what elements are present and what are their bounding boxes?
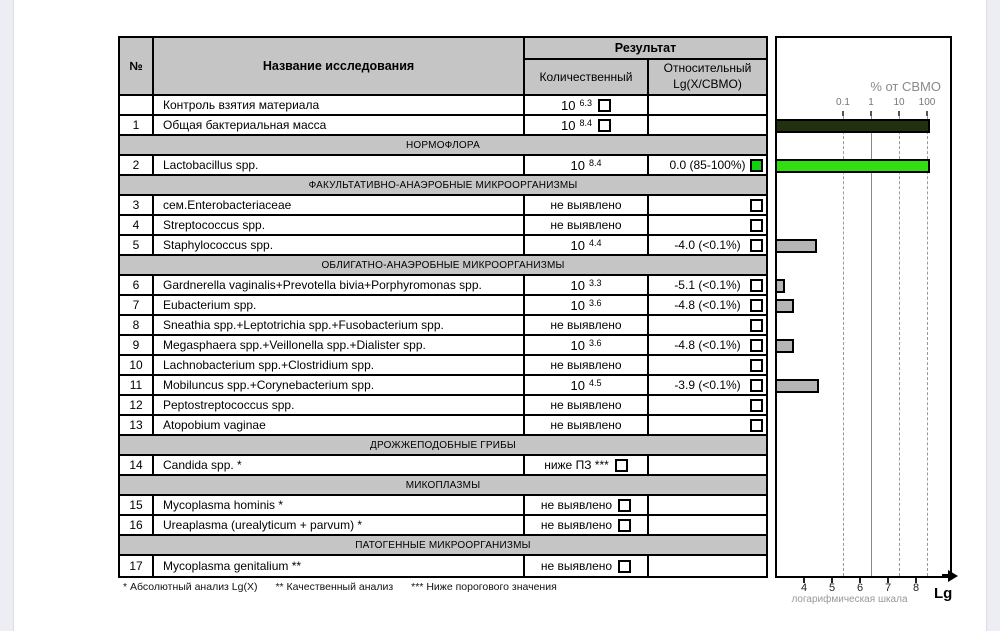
section-header: МИКОПЛАЗМЫ bbox=[120, 476, 766, 496]
checkbox bbox=[750, 279, 763, 292]
row-number: 4 bbox=[120, 216, 154, 234]
checkbox bbox=[750, 239, 763, 252]
quantitative-cell bbox=[525, 196, 649, 214]
table-row-4 bbox=[120, 216, 766, 236]
page-edge-left bbox=[0, 0, 14, 631]
quantitative-value: не выявлено bbox=[550, 398, 622, 412]
quantitative-cell bbox=[525, 336, 649, 354]
relative-cell bbox=[649, 356, 766, 374]
row-number: 3 bbox=[120, 196, 154, 214]
test-name: Atopobium vaginae bbox=[154, 416, 525, 434]
table-row-10 bbox=[120, 356, 766, 376]
row-number: 1 bbox=[120, 116, 154, 134]
checkbox-green bbox=[750, 159, 763, 172]
checkbox bbox=[618, 560, 631, 573]
top-axis-tick bbox=[898, 111, 900, 116]
test-name: Candida spp. * bbox=[154, 456, 525, 474]
table-row-1 bbox=[120, 116, 766, 136]
top-axis-tick-label: 1 bbox=[868, 97, 874, 108]
top-axis-tick bbox=[870, 111, 872, 116]
quantitative-value: 10 $^{3.6}$ bbox=[570, 337, 602, 353]
relative-cell bbox=[649, 416, 766, 434]
row-number: 16 bbox=[120, 516, 154, 534]
top-axis-tick-label: 100 bbox=[918, 97, 936, 108]
chart-bar-row-7 bbox=[775, 299, 794, 313]
quantitative-value: 10 $^{6.3}$ bbox=[561, 97, 592, 113]
section-header: НОРМОФЛОРА bbox=[120, 136, 766, 156]
section-header: ДРОЖЖЕПОДОБНЫЕ ГРИБЫ bbox=[120, 436, 766, 456]
gridline bbox=[871, 116, 872, 576]
gridline bbox=[843, 116, 844, 576]
checkbox bbox=[750, 379, 763, 392]
relative-cell bbox=[649, 156, 766, 174]
test-name: Staphylococcus spp. bbox=[154, 236, 525, 254]
relative-cell bbox=[649, 216, 766, 234]
test-name: Streptococcus spp. bbox=[154, 216, 525, 234]
test-name: Sneathia spp.+Leptotrichia spp.+Fusobacterium spp. bbox=[154, 316, 525, 334]
checkbox bbox=[750, 299, 763, 312]
quantitative-value: 10 $^{8.4}$ bbox=[561, 117, 592, 133]
relative-cell bbox=[649, 556, 766, 576]
row-number: 10 bbox=[120, 356, 154, 374]
bottom-axis-tick-label: 7 bbox=[884, 582, 892, 594]
row-number: 12 bbox=[120, 396, 154, 414]
table-row-9 bbox=[120, 336, 766, 356]
header-result-group bbox=[525, 38, 766, 94]
relative-cell bbox=[649, 456, 766, 474]
footnote-qualitative: ** Качественный анализ bbox=[275, 581, 394, 593]
test-name: Peptostreptococcus spp. bbox=[154, 396, 525, 414]
relative-value: 0.0 (85-100%) bbox=[669, 158, 746, 172]
bottom-axis-tick-label: 5 bbox=[828, 582, 836, 594]
test-name: Контроль взятия материала bbox=[154, 96, 525, 114]
header-test-name: Название исследования bbox=[154, 38, 525, 94]
quantitative-cell bbox=[525, 316, 649, 334]
quantitative-value: 10 $^{8.4}$ bbox=[570, 157, 602, 173]
quantitative-cell bbox=[525, 356, 649, 374]
quantitative-cell bbox=[525, 96, 649, 114]
section-header: ПАТОГЕННЫЕ МИКРООРГАНИЗМЫ bbox=[120, 536, 766, 556]
table-row-6 bbox=[120, 276, 766, 296]
quantitative-cell bbox=[525, 156, 649, 174]
quantitative-value: не выявлено bbox=[550, 318, 622, 332]
relative-cell bbox=[649, 316, 766, 334]
test-name: Lachnobacterium spp.+Clostridium spp. bbox=[154, 356, 525, 374]
checkbox bbox=[750, 359, 763, 372]
top-axis-tick-label: 10 bbox=[893, 97, 905, 108]
table-row-13 bbox=[120, 416, 766, 436]
relative-value: -3.9 (<0.1%) bbox=[674, 378, 741, 392]
chart-bar-row-9 bbox=[775, 339, 794, 353]
test-name: Lactobacillus spp. bbox=[154, 156, 525, 174]
row-number: 5 bbox=[120, 236, 154, 254]
row-number: 7 bbox=[120, 296, 154, 314]
row-number: 6 bbox=[120, 276, 154, 294]
quantitative-cell bbox=[525, 116, 649, 134]
quantitative-cell bbox=[525, 496, 649, 514]
table-row-2 bbox=[120, 156, 766, 176]
top-axis-tick bbox=[926, 111, 928, 116]
checkbox bbox=[618, 519, 631, 532]
chart-bar-row-2 bbox=[775, 159, 930, 173]
relative-cell bbox=[649, 236, 766, 254]
test-name: Gardnerella vaginalis+Prevotella bivia+Porphyromonas spp. bbox=[154, 276, 525, 294]
footnote-absolute: * Абсолютный анализ Lg(X) bbox=[123, 581, 258, 593]
quantitative-value: не выявлено bbox=[540, 559, 613, 573]
relative-cell bbox=[649, 496, 766, 514]
row-number: 15 bbox=[120, 496, 154, 514]
quantitative-cell bbox=[525, 396, 649, 414]
row-number: 14 bbox=[120, 456, 154, 474]
chart bbox=[775, 36, 952, 578]
quantitative-value: не выявлено bbox=[540, 518, 613, 532]
header-num: № bbox=[120, 38, 154, 94]
relative-cell bbox=[649, 296, 766, 314]
relative-cell bbox=[649, 276, 766, 294]
relative-value: -4.0 (<0.1%) bbox=[674, 238, 741, 252]
bottom-axis-tick-label: 6 bbox=[856, 582, 864, 594]
table-row-14 bbox=[120, 456, 766, 476]
test-name: Ureaplasma (urealyticum + parvum) * bbox=[154, 516, 525, 534]
test-name: Общая бактериальная масса bbox=[154, 116, 525, 134]
top-axis-tick bbox=[842, 111, 844, 116]
quantitative-cell bbox=[525, 276, 649, 294]
quantitative-cell bbox=[525, 216, 649, 234]
header-result: Результат bbox=[525, 38, 766, 60]
table-row-8 bbox=[120, 316, 766, 336]
checkbox bbox=[750, 199, 763, 212]
quantitative-value: не выявлено bbox=[550, 358, 622, 372]
chart-title: % от СВМО bbox=[870, 79, 941, 94]
page-edge-right bbox=[986, 0, 1000, 631]
checkbox bbox=[750, 219, 763, 232]
header-quantitative: Количественный bbox=[525, 60, 649, 94]
section-header: ФАКУЛЬТАТИВНО-АНАЭРОБНЫЕ МИКРООРГАНИЗМЫ bbox=[120, 176, 766, 196]
table-row-3 bbox=[120, 196, 766, 216]
quantitative-cell bbox=[525, 456, 649, 474]
checkbox bbox=[750, 339, 763, 352]
table-row-17 bbox=[120, 556, 766, 576]
test-name: Eubacterium spp. bbox=[154, 296, 525, 314]
row-number: 13 bbox=[120, 416, 154, 434]
table-row-7 bbox=[120, 296, 766, 316]
relative-value: -4.8 (<0.1%) bbox=[674, 338, 741, 352]
quantitative-value: 10 $^{3.3}$ bbox=[570, 277, 602, 293]
quantitative-value: 10 $^{4.4}$ bbox=[570, 237, 602, 253]
footnotes bbox=[123, 581, 575, 593]
row-number: 17 bbox=[120, 556, 154, 576]
relative-cell bbox=[649, 116, 766, 134]
chart-bar-row-1 bbox=[775, 119, 930, 133]
relative-cell bbox=[649, 196, 766, 214]
checkbox bbox=[615, 459, 628, 472]
checkbox bbox=[750, 399, 763, 412]
chart-bar-row-6 bbox=[775, 279, 785, 293]
quantitative-cell bbox=[525, 376, 649, 394]
gridline bbox=[899, 116, 900, 576]
table-row-11 bbox=[120, 376, 766, 396]
test-name: сем.Enterobacteriaceae bbox=[154, 196, 525, 214]
gridline bbox=[927, 116, 928, 576]
quantitative-cell bbox=[525, 296, 649, 314]
quantitative-value: не выявлено bbox=[550, 198, 622, 212]
checkbox bbox=[750, 319, 763, 332]
checkbox bbox=[598, 119, 611, 132]
quantitative-cell bbox=[525, 556, 649, 576]
row-number: 2 bbox=[120, 156, 154, 174]
chart-bar-row-5 bbox=[775, 239, 817, 253]
relative-cell bbox=[649, 96, 766, 114]
bottom-axis-tick-label: 4 bbox=[800, 582, 808, 594]
quantitative-value: не выявлено bbox=[550, 218, 622, 232]
quantitative-value: 10 $^{3.6}$ bbox=[570, 297, 602, 313]
checkbox bbox=[750, 419, 763, 432]
results-table bbox=[118, 36, 768, 578]
test-name: Mycoplasma hominis * bbox=[154, 496, 525, 514]
table-row-12 bbox=[120, 396, 766, 416]
quantitative-cell bbox=[525, 516, 649, 534]
top-axis-tick-label: 0.1 bbox=[836, 97, 850, 108]
header-relative: Относительный Lg(X/СВМО) bbox=[663, 61, 752, 91]
quantitative-value: 10 $^{4.5}$ bbox=[570, 377, 602, 393]
row-number: 11 bbox=[120, 376, 154, 394]
test-name: Mycoplasma genitalium ** bbox=[154, 556, 525, 576]
table-row-control bbox=[120, 96, 766, 116]
table-row-5 bbox=[120, 236, 766, 256]
table-header bbox=[120, 38, 766, 96]
bottom-axis-tick-label: 8 bbox=[912, 582, 920, 594]
table-row-15 bbox=[120, 496, 766, 516]
relative-cell bbox=[649, 336, 766, 354]
row-number bbox=[120, 96, 154, 114]
test-name: Mobiluncus spp.+Corynebacterium spp. bbox=[154, 376, 525, 394]
row-number: 9 bbox=[120, 336, 154, 354]
relative-value: -4.8 (<0.1%) bbox=[674, 298, 741, 312]
section-header: ОБЛИГАТНО-АНАЭРОБНЫЕ МИКРООРГАНИЗМЫ bbox=[120, 256, 766, 276]
axis-arrow-icon bbox=[948, 570, 958, 582]
quantitative-value: не выявлено bbox=[540, 498, 613, 512]
relative-value: -5.1 (<0.1%) bbox=[674, 278, 741, 292]
chart-bar-row-11 bbox=[775, 379, 819, 393]
quantitative-cell bbox=[525, 416, 649, 434]
quantitative-cell bbox=[525, 236, 649, 254]
checkbox bbox=[598, 99, 611, 112]
checkbox bbox=[618, 499, 631, 512]
quantitative-value: ниже ПЗ *** bbox=[544, 458, 609, 472]
table-body bbox=[120, 96, 766, 576]
row-number: 8 bbox=[120, 316, 154, 334]
table-row-16 bbox=[120, 516, 766, 536]
lg-axis-label: Lg bbox=[934, 585, 953, 602]
relative-cell bbox=[649, 516, 766, 534]
log-scale-caption: логарифмическая шкала bbox=[791, 594, 908, 605]
relative-cell bbox=[649, 396, 766, 414]
quantitative-value: не выявлено bbox=[550, 418, 622, 432]
relative-cell bbox=[649, 376, 766, 394]
footnote-threshold: *** Ниже порогового значения bbox=[411, 581, 557, 593]
test-name: Megasphaera spp.+Veillonella spp.+Dialister spp. bbox=[154, 336, 525, 354]
